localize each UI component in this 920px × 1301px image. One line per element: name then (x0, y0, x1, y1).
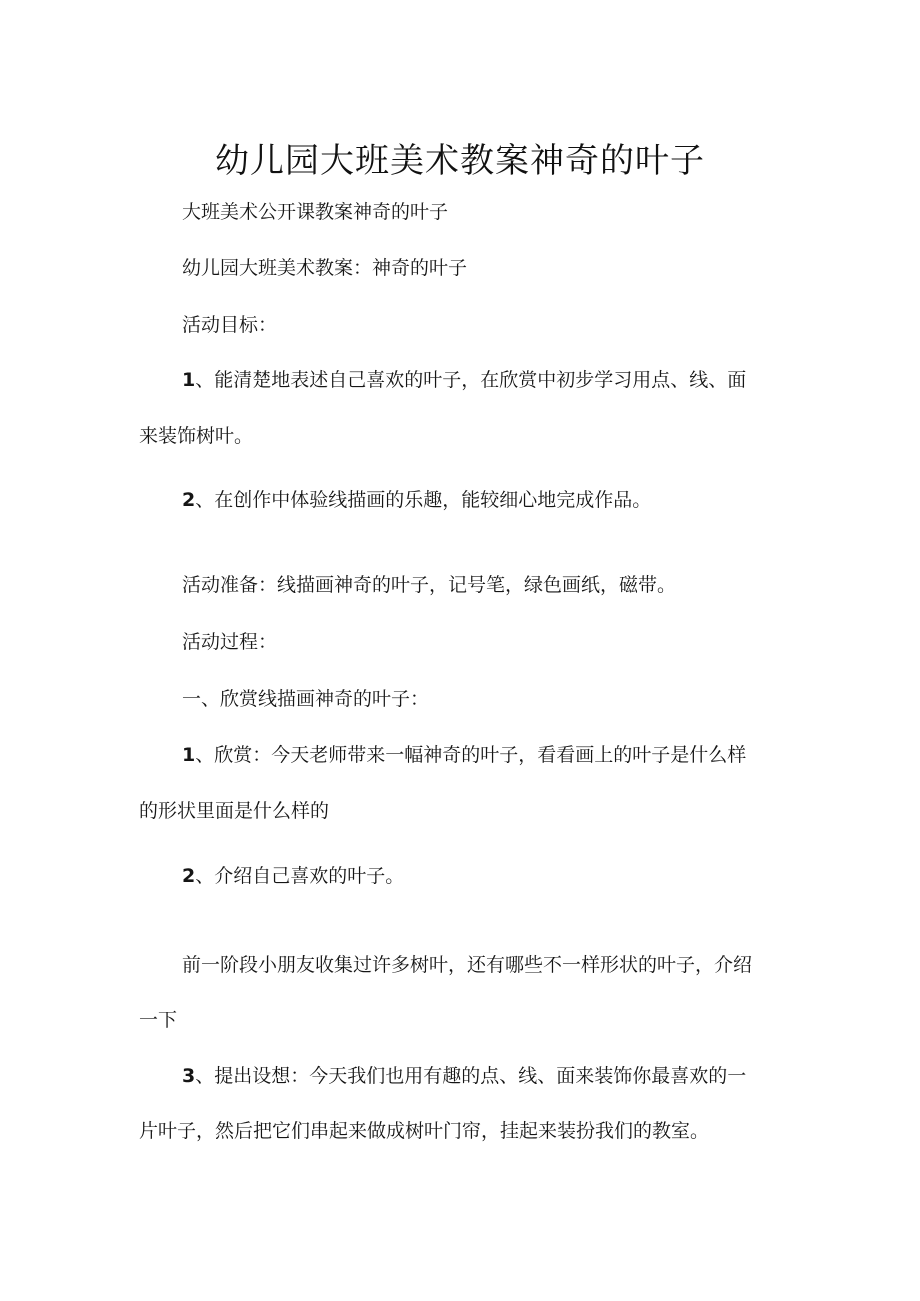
paragraph-lesson-heading: 幼儿园大班美术教案：神奇的叶子 (182, 257, 468, 279)
list-number: 1 (182, 744, 196, 766)
activity-preparation: 活动准备：线描画神奇的叶子，记号笔，绿色画纸，磁带。 (182, 574, 677, 596)
goal-1-line-2: 来装饰树叶。 (139, 425, 254, 447)
step-1-text: 、欣赏：今天老师带来一幅神奇的叶子，看看画上的叶子是什么样 (195, 744, 747, 766)
goal-1-text: 、能清楚地表述自己喜欢的叶子，在欣赏中初步学习用点、线、面 (195, 369, 747, 391)
step-2-detail-line-2: 一下 (139, 1009, 178, 1031)
section-one-heading: 一、欣赏线描画神奇的叶子： (182, 688, 430, 710)
goal-1-line-1 (182, 367, 746, 393)
step-3-line-2: 片叶子，然后把它们串起来做成树叶门帘，挂起来装扮我们的教室。 (139, 1120, 710, 1142)
goal-2-text: 、在创作中体验线描画的乐趣，能较细心地完成作品。 (195, 489, 652, 511)
step-2-detail-line-1: 前一阶段小朋友收集过许多树叶，还有哪些不一样形状的叶子，介绍 (182, 954, 753, 976)
paragraph-subtitle: 大班美术公开课教案神奇的叶子 (182, 201, 449, 223)
step-3-text: 、提出设想：今天我们也用有趣的点、线、面来装饰你最喜欢的一 (195, 1065, 747, 1087)
list-number: 3 (182, 1065, 196, 1087)
step-2-text: 、介绍自己喜欢的叶子。 (195, 865, 405, 887)
heading-activity-process: 活动过程： (182, 631, 278, 653)
step-3-line-1 (182, 1063, 746, 1089)
step-1-line-2: 的形状里面是什么样的 (139, 800, 330, 822)
list-number: 2 (182, 489, 196, 511)
goal-2 (182, 487, 651, 513)
list-number: 1 (182, 369, 196, 391)
step-2 (182, 863, 404, 889)
list-number: 2 (182, 865, 196, 887)
step-1-line-1 (182, 742, 746, 768)
document-title: 幼儿园大班美术教案神奇的叶子 (215, 140, 705, 181)
heading-activity-goals: 活动目标： (182, 314, 278, 336)
